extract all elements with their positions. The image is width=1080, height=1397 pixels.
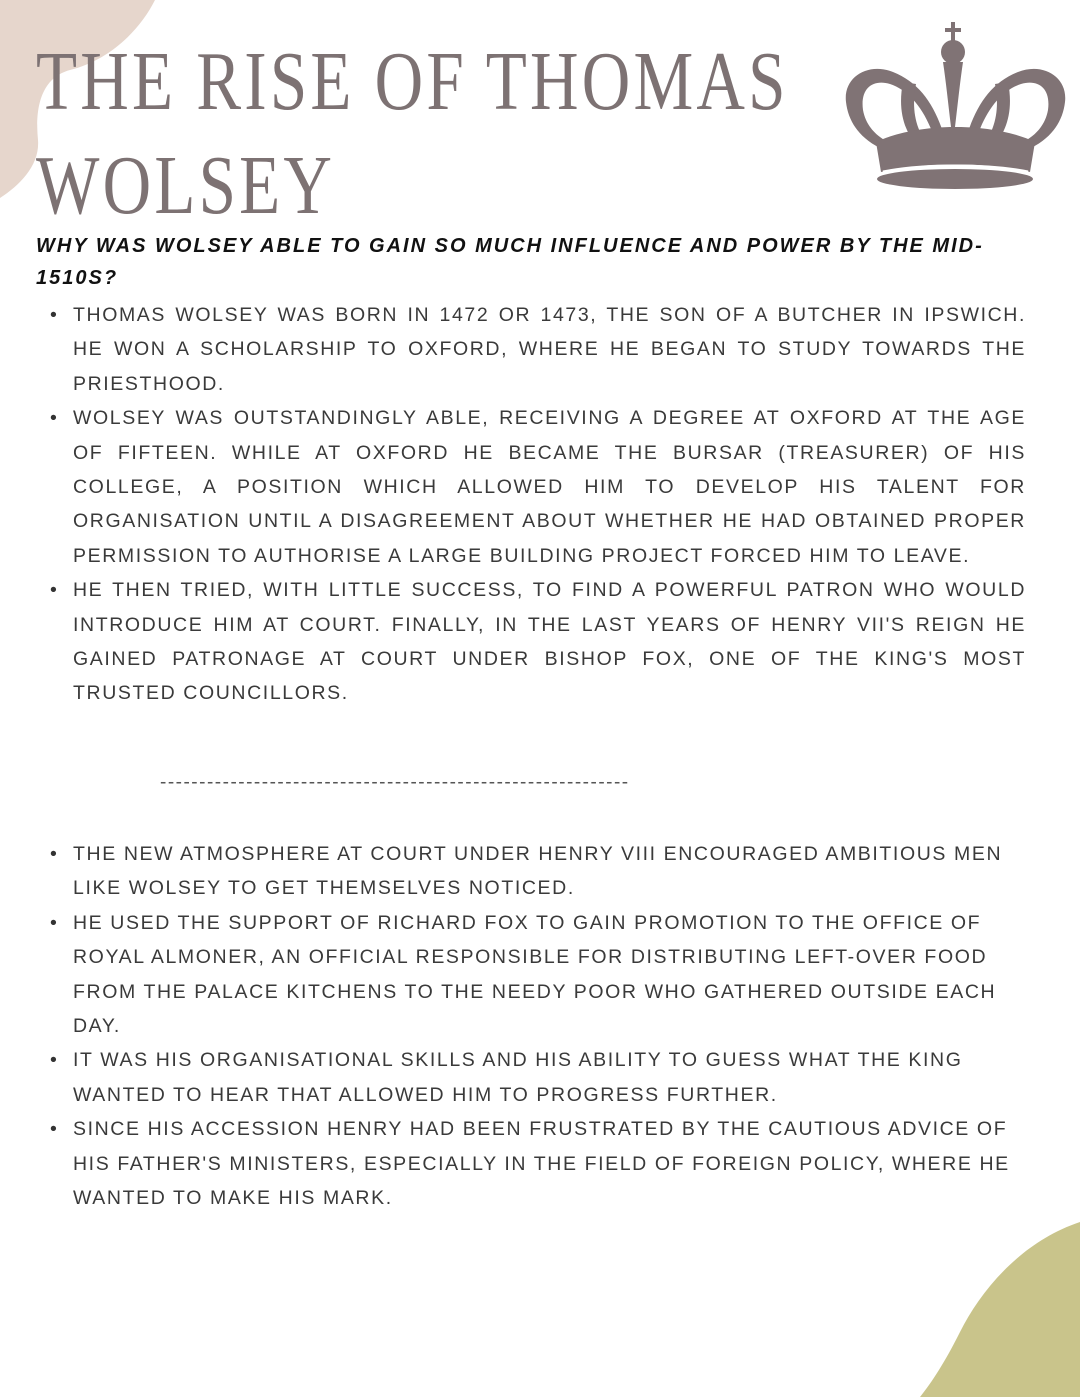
list-item: • SINCE HIS ACCESSION HENRY HAD BEEN FRUSTRATED BY THE CAUTIOUS ADVICE OF HIS FATHER'S MINISTERS, ESPECIALLY IN THE FIELD OF FOREIGN POLICY, WHERE HE WANTED TO MAKE HIS MARK.: [48, 1112, 1026, 1215]
bullet-list-1: [48, 298, 1026, 711]
title-line-2: WOLSEY: [36, 139, 336, 232]
list-item: • WOLSEY WAS OUTSTANDINGLY ABLE, RECEIVING A DEGREE AT OXFORD AT THE AGE OF FIFTEEN. WHILE AT OXFORD HE BECAME THE BURSAR (TREASURER) OF HIS COLLEGE, A POSITION WHICH ALLOWED HIM TO DEVELOP HIS TALENT FOR ORGANISATION UNTIL A DISAGREEMENT ABOUT WHETHER HE HAD OBTAINED PROPER PERMISSION TO AUTHORISE A LARGE BUILDING PROJECT FORCED HIM TO LEAVE.: [48, 401, 1026, 573]
list-item: • THE NEW ATMOSPHERE AT COURT UNDER HENRY VIII ENCOURAGED AMBITIOUS MEN LIKE WOLSEY TO GET THEMSELVES NOTICED.: [48, 837, 1026, 906]
list-item: • HE THEN TRIED, WITH LITTLE SUCCESS, TO FIND A POWERFUL PATRON WHO WOULD INTRODUCE HIM AT COURT. FINALLY, IN THE LAST YEARS OF HENRY VII'S REIGN HE GAINED PATRONAGE AT COURT UNDER BISHOP FOX, ONE OF THE KING'S MOST TRUSTED COUNCILLORS.: [48, 573, 1026, 711]
list-item: • HE USED THE SUPPORT OF RICHARD FOX TO GAIN PROMOTION TO THE OFFICE OF ROYAL ALMONER, AN OFFICIAL RESPONSIBLE FOR DISTRIBUTING LEFT-OVER FOOD FROM THE PALACE KITCHENS TO THE NEEDY POOR WHO GATHERED OUTSIDE EACH DAY.: [48, 906, 1026, 1044]
list-item: • IT WAS HIS ORGANISATIONAL SKILLS AND HIS ABILITY TO GUESS WHAT THE KING WANTED TO HEAR THAT ALLOWED HIM TO PROGRESS FURTHER.: [48, 1043, 1026, 1112]
title-line-1: THE RISE OF THOMAS: [36, 35, 789, 128]
crown-icon: [838, 22, 1073, 197]
section-subheading: WHY WAS WOLSEY ABLE TO GAIN SO MUCH INFLUENCE AND POWER BY THE MID-1510S?: [36, 235, 984, 289]
page-title: [36, 30, 789, 238]
dashed-separator: ------------------------------------------------------------: [160, 772, 630, 793]
decorative-blob-bottom-right: [920, 1222, 1080, 1397]
bullet-list-2: [48, 837, 1026, 1215]
list-item: • THOMAS WOLSEY WAS BORN IN 1472 OR 1473, THE SON OF A BUTCHER IN IPSWICH. HE WON A SCHOLARSHIP TO OXFORD, WHERE HE BEGAN TO STUDY TOWARDS THE PRIESTHOOD.: [48, 298, 1026, 401]
